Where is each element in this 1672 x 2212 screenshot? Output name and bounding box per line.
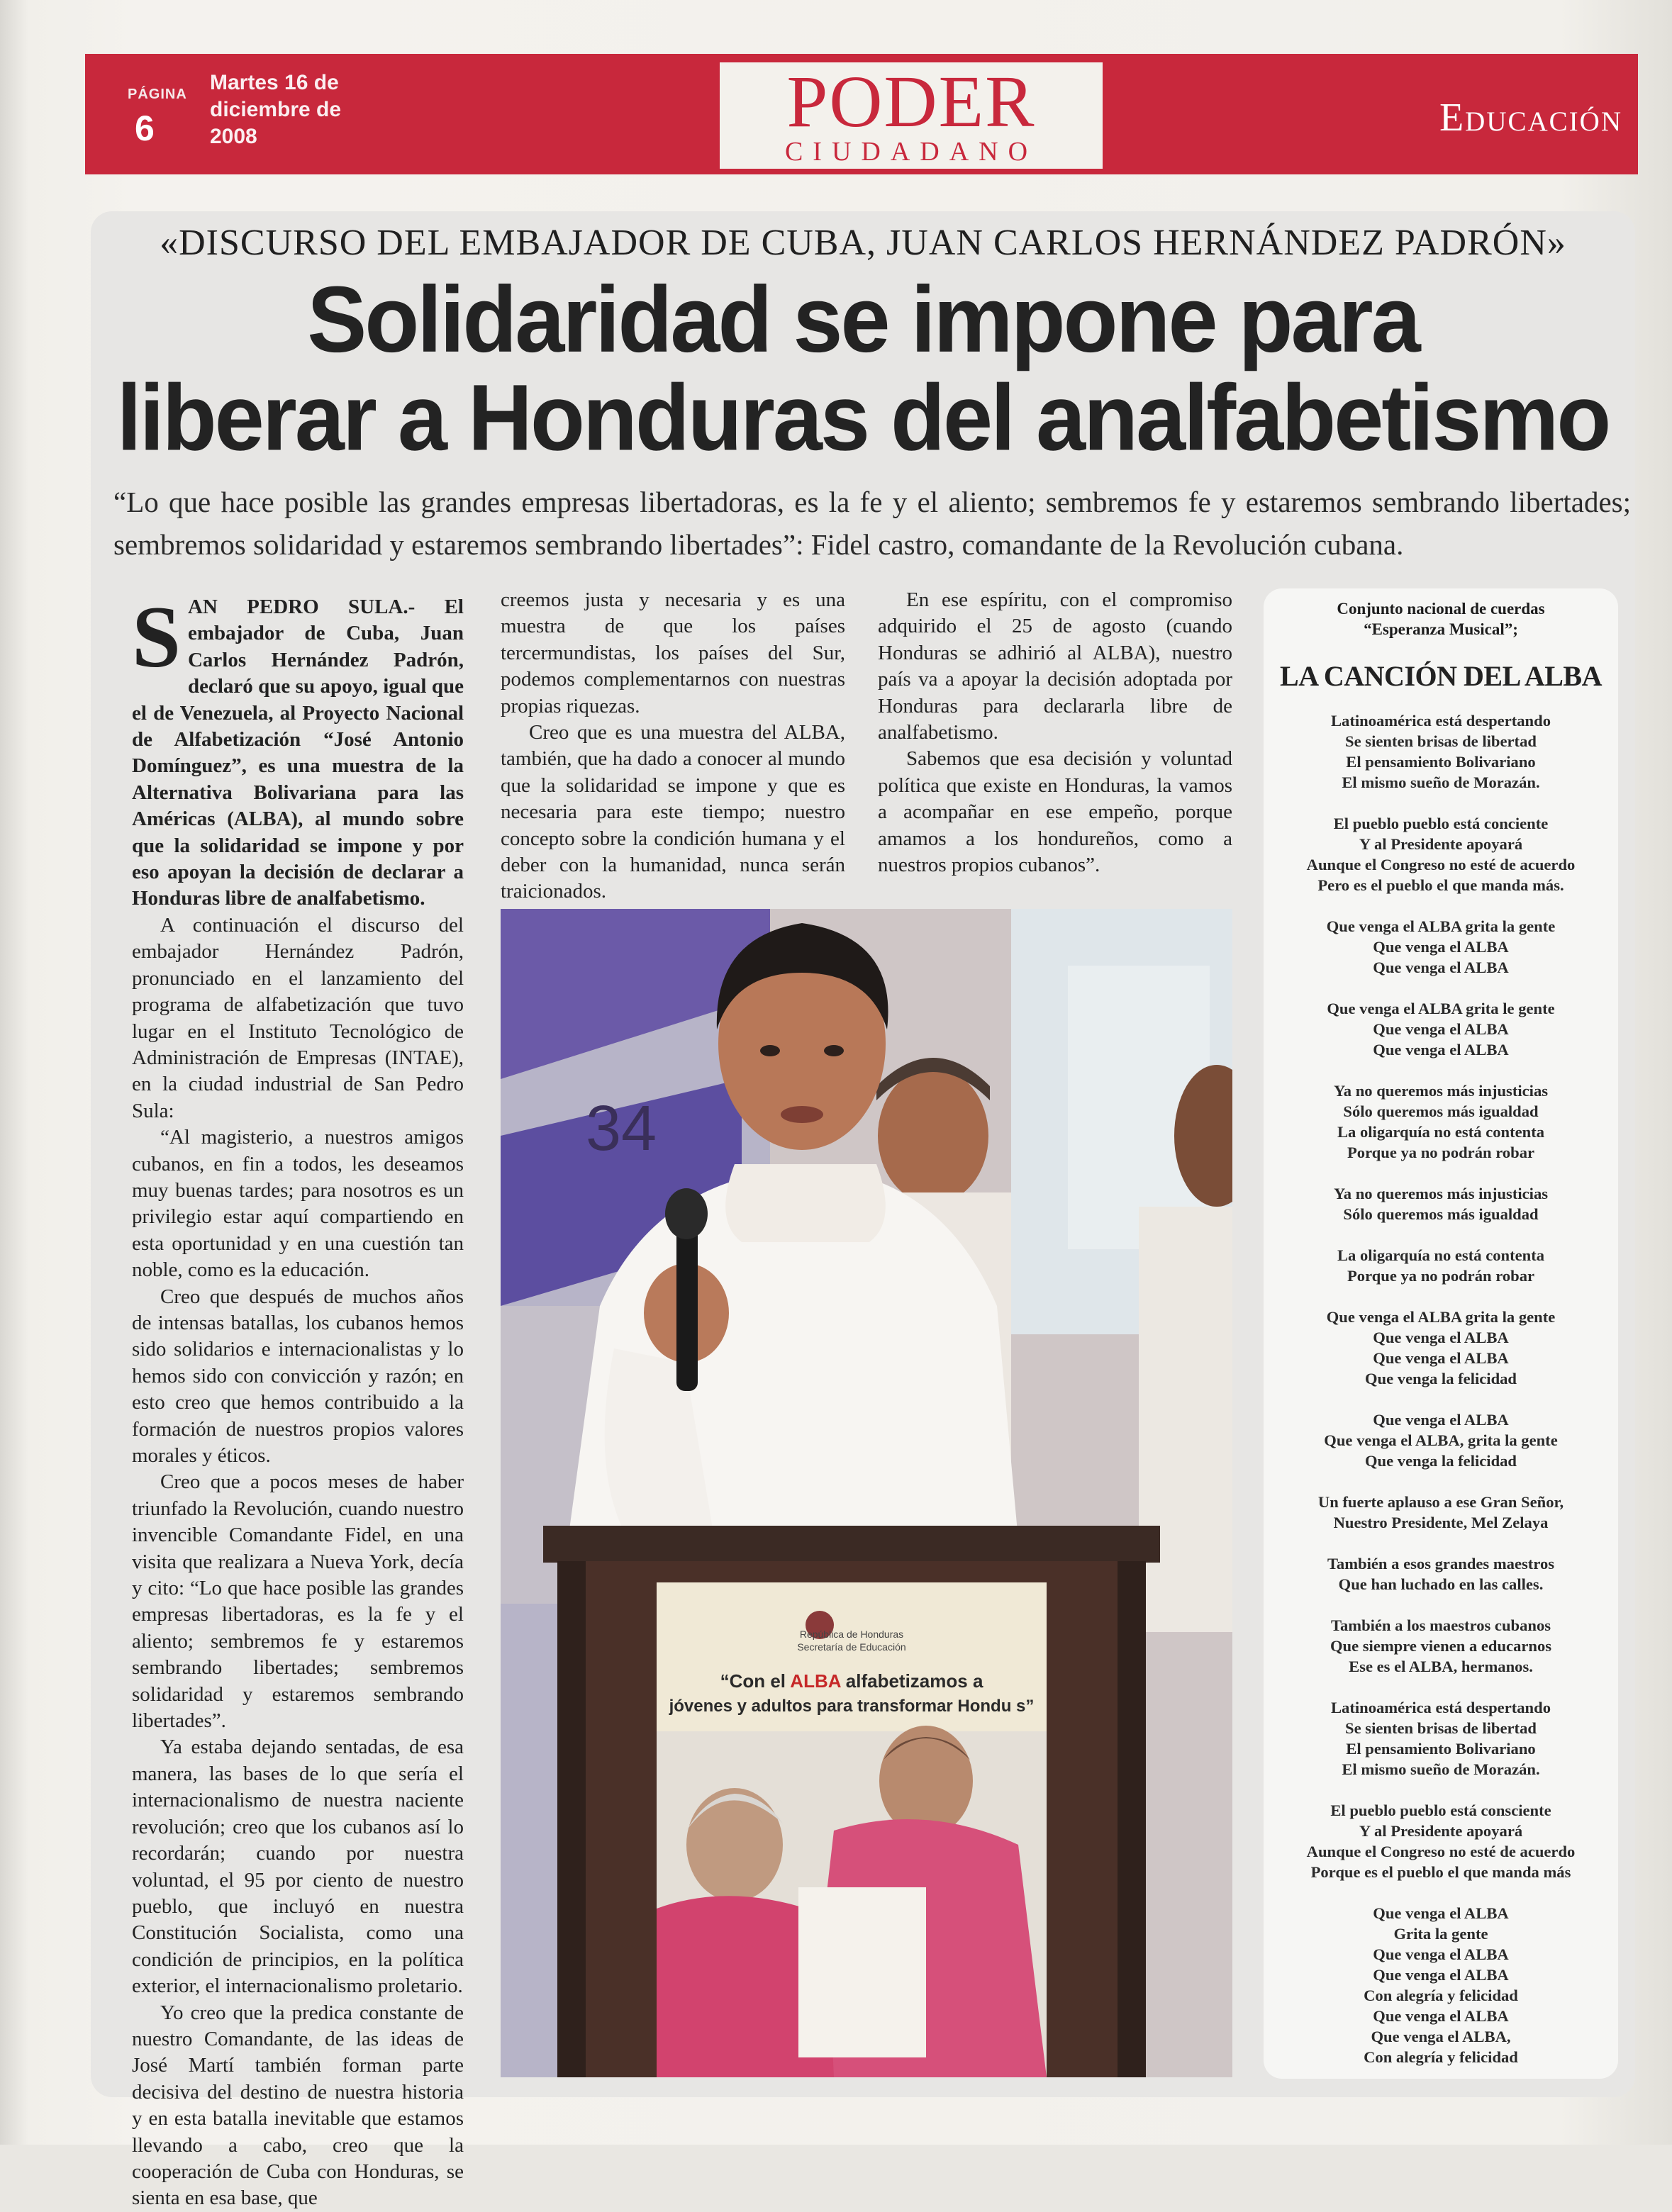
lyric-line: Con alegría y felicidad [1364,1987,1518,2004]
drop-cap: S [132,588,181,686]
song-lyrics [1271,710,1611,2088]
body-paragraph: Creo que después de muchos años de intensas batallas, los cubanos hemos sido solidarios e internacionalistas y lo hemos sido con convicción y razón; en esto creo que hemos contribuido a la formación de nuestros propios valores morales y éticos. [132,1285,464,1467]
lyric-line: Que venga el ALBA [1373,938,1509,956]
lyric-stanza [1271,1697,1611,1780]
lyric-line: Que venga el ALBA [1373,1349,1509,1367]
lyric-line: Aunque el Congreso no esté de acuerdo [1306,1843,1576,1860]
poster-slogan: “Con el ALBA alfabetizamos a [720,1670,983,1692]
lyric-line: Aunque el Congreso no esté de acuerdo [1306,856,1576,873]
photo-illustration [501,909,1232,2077]
lyric-line: Que venga el ALBA grita la gente [1326,1308,1556,1326]
body-paragraph: A continuación el discurso del embajador Hernández Padrón, pronunciado en el lanzamiento del programa de alfabetización que tuvo lugar en el Instituto Tecnológico de Administración de Empresas (INTAE), en la ciudad industrial de San Pedro Sula: [132,913,464,1122]
lyric-line: Que venga el ALBA, grita la gente [1324,1431,1558,1449]
sidebar-title-line: Conjunto nacional de cuerdas [1337,600,1545,618]
article-column-2 [501,587,845,905]
lyric-stanza [1271,1553,1611,1594]
lyric-stanza [1271,710,1611,793]
headline-line: Solidaridad se impone para [307,267,1419,372]
sidebar-title-line: “Esperanza Musical”; [1364,620,1518,638]
lyric-line: Que venga el ALBA [1373,959,1509,976]
lyric-line: El pueblo pueblo está consciente [1330,1802,1551,1819]
lyric-line: Latinoamérica está despertando [1330,712,1551,730]
lyric-line: Que venga el ALBA [1373,1945,1509,1963]
lyric-stanza [1271,1183,1611,1224]
lyric-stanza [1271,1492,1611,1533]
lyric-line: El mismo sueño de Morazán. [1342,1760,1540,1778]
article-column-1 [132,588,464,2212]
lyric-line: Que venga el ALBA [1373,1329,1509,1346]
page-number: 6 [135,108,155,148]
lyric-line: El pensamiento Bolivariano [1346,1740,1536,1758]
article-column-3 [878,587,1232,878]
lyric-line: Que venga la felicidad [1364,1452,1517,1470]
lyric-stanza [1271,813,1611,895]
body-paragraph: En ese espíritu, con el compromiso adquirido el 25 de agosto (cuando Honduras se adhirió al ALBA), nuestro país va a apoyar la decisión adoptada por Honduras para declararla libre de analfabetismo. [878,588,1232,744]
lyric-line: Grita la gente [1393,1925,1488,1943]
lyric-line: Se sienten brisas de libertad [1345,732,1537,750]
body-paragraph: Yo creo que la predica constante de nuestro Comandante, de las ideas de José Martí también forman parte decisiva del destino de nuestra historia y en esta batalla inevitable que estamos llevando a cabo, creo que la cooperación de Cuba con Honduras, se sienta en esa base, que [132,2001,464,2210]
lyric-line: Que han luchado en las calles. [1338,1575,1544,1593]
lyric-stanza [1271,1800,1611,1882]
pagina-label: PÁGINA [128,86,187,102]
body-paragraph: Ya estaba dejando sentadas, de esa manera, las bases de lo que sería el internacionalismo de nuestra naciente revolución; creo que los cubanos así lo recordarán; cuando por nuestra voluntad, el 95 por ciento de nuestro pueblo, que incluyó en nuestra Constitución Socialista, como una condición de principios, en la política exterior, el internacionalismo proletario. [132,1736,464,1998]
lyric-line: Con alegría y felicidad [1364,2048,1518,2066]
lead-text: AN PEDRO SULA.- El embajador de Cuba, Juan Carlos Hernández Padrón, declaró que su apoyo, igual que el de Venezuela, al Proyecto Nacional de Alfabetización “José Antonio Domínguez”, es una muestra de la Alternativa Bolivariana para las Américas (ALBA), al mundo sobre que la solidaridad se impone y por eso apoyan la decisión de declarar a Honduras libre de analfabetismo. [132,596,464,910]
song-title: LA CANCIÓN DEL ALBA [1280,660,1602,692]
date-line: diciembre de [210,98,342,121]
lyric-line: Ya no queremos más injusticias [1333,1082,1549,1100]
lyric-stanza [1271,1307,1611,1389]
lyric-stanza [1271,1245,1611,1286]
article-photo [501,909,1232,2077]
body-paragraph: creemos justa y necesaria y es una muestra de que los países tercermundistas, los países del Sur, podemos complementarnos con nuestras propias riquezas. [501,588,845,717]
lyric-stanza [1271,1615,1611,1677]
masthead-title: PODER [786,61,1036,143]
lyric-line: Sólo queremos más igualdad [1343,1102,1539,1120]
masthead-subtitle: CIUDADANO [784,137,1038,167]
article-deck: “Lo que hace posible las grandes empresas libertadoras, es la fe y el aliento; sembremos fe y estaremos sembrando libertades; sembremos solidaridad y estaremos sembrando libertades”: Fidel castro, comandante de la Revolución cubana. [113,486,1631,561]
body-paragraph: Creo que a pocos meses de haber triunfado la Revolución, cuando nuestro invencible Comandante Fidel, en una visita que realizara a Nueva York, decía y cito: “Lo que hace posible las grandes empresas libertadoras, es la fe y el aliento; sembremos fe y estaremos sembrando libertades; sembremos solidaridad y estaremos sembrando libertades”. [132,1470,464,1733]
lead-paragraph [132,588,464,912]
lyric-line: Y al Presidente apoyará [1359,835,1523,853]
lyric-line: Que venga la felicidad [1364,1370,1517,1387]
poster-org-line: Secretaría de Educación [797,1641,906,1653]
lyric-line: La oligarquía no está contenta [1337,1123,1545,1141]
article-kicker: «DISCURSO DEL EMBAJADOR DE CUBA, JUAN CARLOS HERNÁNDEZ PADRÓN» [160,223,1566,263]
article-headline [91,267,1635,470]
lyric-line: Porque ya no podrán robar [1347,1267,1535,1285]
lyric-line: El pueblo pueblo está conciente [1333,815,1549,832]
poster-slogan-line2: jóvenes y adultos para transformar Hondu s” [669,1697,1035,1716]
lyric-stanza [1271,1409,1611,1471]
body-paragraph: Creo que es una muestra del ALBA, también, que ha dado a conocer al mundo que la solidaridad se impone y que es necesaria para este tiempo; nuestro concepto sobre la condición humana y el deber con la humanidad, nunca serán traicionados. [501,721,845,903]
lyric-stanza [1271,916,1611,978]
lyric-stanza [1271,1080,1611,1163]
lyric-line: Que venga el ALBA [1373,1904,1509,1922]
song-sidebar [1264,588,1618,2079]
lyric-line: Ese es el ALBA, hermanos. [1349,1658,1533,1675]
lyric-line: Sólo queremos más igualdad [1343,1205,1539,1223]
lyric-line: Porque ya no podrán robar [1347,1144,1535,1161]
lyric-line: Que venga el ALBA [1373,1966,1509,1984]
headline-line: liberar a Honduras del analfabetismo [116,364,1610,470]
lyric-stanza [1271,1903,1611,2067]
date-line: 2008 [210,125,257,148]
wall-text: 34 [586,1093,657,1164]
sidebar-title [1264,598,1618,639]
lyric-line: Que venga el ALBA [1373,1041,1509,1058]
body-paragraph: Sabemos que esa decisión y voluntad política que existe en Honduras, la vamos a acompañar en ese empeño, porque amamos a los hondureños, como a nuestros propios cubanos”. [878,747,1232,877]
lyric-line: Que venga el ALBA [1373,1411,1509,1429]
lyric-line: También a esos grandes maestros [1327,1555,1555,1573]
lyric-line: Que venga el ALBA grita la gente [1326,917,1556,935]
lyric-line: Que venga el ALBA, [1371,2028,1511,2045]
body-paragraph: “Al magisterio, a nuestros amigos cubanos, en fin a todos, les deseamos muy buenas tardes; para nosotros es un privilegio estar aquí compartiendo en esta oportunidad y en una cuestión tan noble, como es la educación. [132,1126,464,1282]
lyric-line: Y al Presidente apoyará [1359,1822,1523,1840]
lyric-stanza [1271,998,1611,1060]
lyric-line: Que venga el ALBA grita le gente [1327,1000,1555,1017]
lyric-line: Un fuerte aplauso a ese Gran Señor, [1317,1493,1564,1511]
lyric-line: Se sienten brisas de libertad [1345,1719,1537,1737]
lyric-line: Que siempre vienen a educarnos [1330,1637,1552,1655]
lyric-line: Ya no queremos más injusticias [1333,1185,1549,1202]
lyric-line: Porque es el pueblo el que manda más [1310,1863,1571,1881]
lyric-line: Latinoamérica está despertando [1330,1699,1551,1716]
lyric-line: Nuestro Presidente, Mel Zelaya [1333,1514,1549,1531]
lyric-line: El pensamiento Bolivariano [1346,753,1536,771]
date-line: Martes 16 de [210,71,339,94]
lyric-line: La oligarquía no está contenta [1337,1246,1545,1264]
lyric-line: También a los maestros cubanos [1330,1616,1551,1634]
lyric-line: El mismo sueño de Morazán. [1342,773,1540,791]
lyric-line: Que venga el ALBA [1373,2007,1509,2025]
lyric-line: Que venga el ALBA [1373,1020,1509,1038]
page-header-band [85,54,1638,174]
lyric-line: Pero es el pueblo el que manda más. [1317,876,1564,894]
masthead-logo [720,62,1103,169]
section-name: Educación [1439,96,1622,140]
issue-date [210,69,352,150]
poster-org-line: República de Honduras [799,1629,904,1640]
